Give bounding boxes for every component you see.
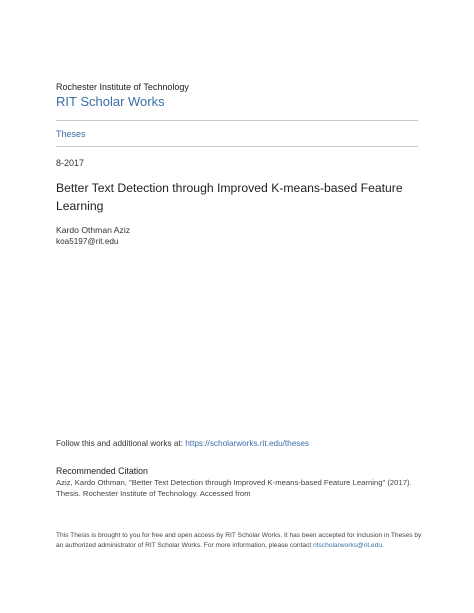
collection-url-link[interactable]: https://scholarworks.rit.edu/theses [185, 439, 310, 448]
author-email: koa5197@rit.edu [56, 237, 119, 246]
institution-name: Rochester Institute of Technology [56, 82, 189, 92]
follow-line [56, 439, 309, 448]
access-note-suffix: . [382, 541, 384, 549]
publication-date: 8-2017 [56, 158, 85, 168]
citation-text: Aziz, Kardo Othman, "Better Text Detection through Improved K-means-based Feature Learning" (2017). Thesis. Rochester Institute of Technology. Accessed from [56, 478, 412, 498]
follow-prefix: Follow this and additional works at: [56, 439, 186, 448]
repository-link[interactable]: RIT Scholar Works [56, 94, 165, 109]
access-note [56, 531, 424, 551]
contact-email-link[interactable]: ritscholarworks@rit.edu [313, 541, 383, 549]
document-title: Better Text Detection through Improved K-means-based Feature Learning [56, 181, 403, 213]
divider-bottom [56, 146, 418, 147]
divider-top [56, 120, 418, 121]
access-note-text: This Thesis is brought to you for free and open access by RIT Scholar Works. It has been accepted for inclusion in Theses by an authorized administrator of RIT Scholar Works. For more information, please contact [56, 532, 422, 549]
author-name: Kardo Othman Aziz [56, 225, 131, 235]
citation-heading: Recommended Citation [56, 466, 148, 476]
collection-link[interactable]: Theses [56, 129, 86, 139]
